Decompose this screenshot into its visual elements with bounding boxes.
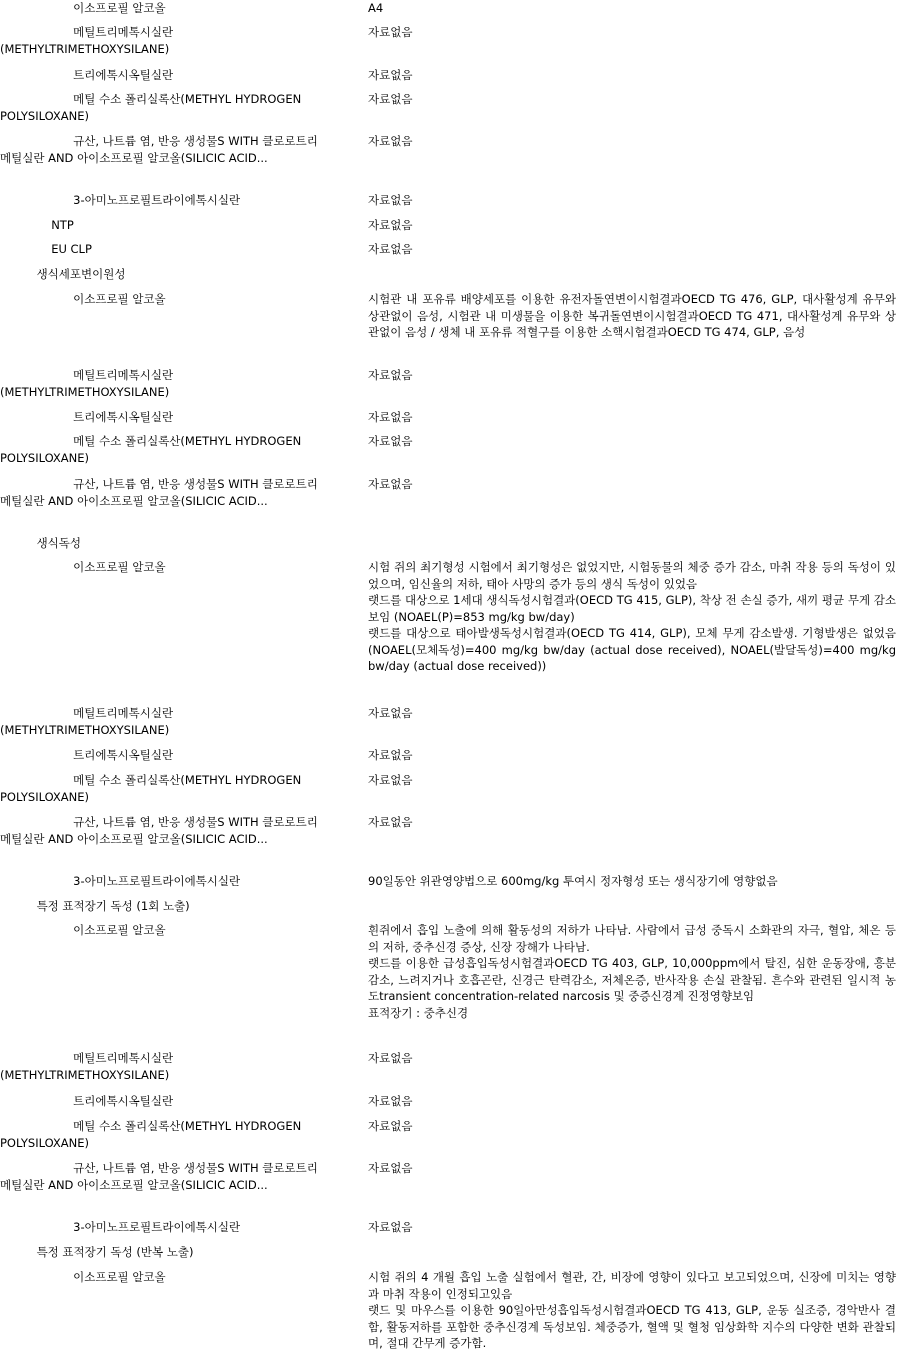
row-label: 이소프로필 알코올 <box>0 1270 166 1284</box>
row-value: 90일동안 위관영양법으로 600mg/kg 투여시 정자형성 또는 생식장기에 영향없음 <box>368 874 778 888</box>
row-label: 생식독성 <box>0 536 81 550</box>
row-value: 시험 쥐의 4 개월 흡입 노출 실험에서 혈관, 간, 비장에 영향이 있다고 보고되었으며, 신장에 미치는 영향과 마취 작용이 인정되고있음 랫드 및 마우스를 이용한 90일아만성흡입독성시험결과OECD TG 413, GLP, 운동 실조증, 경악반사 결함, 활동저하를 포함한 중추신경계 독성보임. 체중증가, 혈액 및 혈청 임상화학 지수의 다양한 변화 관찰되며, 절대 간무게 증가함. <box>368 1270 896 1350</box>
row-value: 시험관 내 포유류 배양세포를 이용한 유전자돌연변이시험결과OECD TG 476, GLP, 대사활성계 유무와 상관없이 음성, 시험관 내 미생물을 이용한 복귀돌연변이시험결과OECD TG 471, 대사활성계 유무와 상관없이 음성 / 생체 내 포유류 적혈구를 이용한 소핵시험결과OECD TG 474, GLP, 음성 <box>368 292 900 339</box>
row-label: 규산, 나트륨 염, 반응 생성물S WITH 클로로트리 메틸실란 AND 아이소프로필 알코올(SILICIC ACID... <box>0 1161 318 1192</box>
row-label: 메틸 수소 폴리실록산(METHYL HYDROGEN POLYSILOXANE) <box>0 773 302 804</box>
row-label: 트리에톡시옥틸실란 <box>0 748 174 762</box>
row-value: 자료없음 <box>368 134 413 148</box>
row-value: 자료없음 <box>368 706 413 720</box>
row-label: 메틸 수소 폴리실록산(METHYL HYDROGEN POLYSILOXANE) <box>0 92 302 123</box>
row-label: 규산, 나트륨 염, 반응 생성물S WITH 클로로트리 메틸실란 AND 아이소프로필 알코올(SILICIC ACID... <box>0 134 318 165</box>
row-label: 규산, 나트륨 염, 반응 생성물S WITH 클로로트리 메틸실란 AND 아이소프로필 알코올(SILICIC ACID... <box>0 815 318 846</box>
row-label: 생식세포변이원성 <box>0 267 126 281</box>
row-label: 특정 표적장기 독성 (반복 노출) <box>0 1245 194 1259</box>
row-label: 3-아미노프로필트라이에톡시실란 <box>0 193 241 207</box>
row-label: 이소프로필 알코올 <box>0 923 166 937</box>
row-value: 흰쥐에서 흡입 노출에 의해 활동성의 저하가 나타남. 사람에서 급성 중독시 소화관의 자극, 혈압, 체온 등의 저하, 중추신경 증상, 신장 장해가 나타남. 랫드를 이용한 급성흡입독성시험결과OECD TG 403, GLP, 10,000ppm에서 탈진, 심한 운동장애, 흥분감소, 느려지거나 호흡곤란, 신경근 탄력감소, 저체온증, 반사작용 손실 관찰됨. 흔수와 관련된 일시적 농도transient concentration-related narcosis 및 중증신경계 진정영향보임 표적장기 : 중추신경 <box>368 923 896 1020</box>
row-value: 자료없음 <box>368 68 413 82</box>
row-label: 3-아미노프로필트라이에톡시실란 <box>0 1220 241 1234</box>
row-value: 자료없음 <box>368 477 413 491</box>
row-value: 자료없음 <box>368 25 413 39</box>
row-value: 자료없음 <box>368 748 413 762</box>
row-label: 메틸 수소 폴리실록산(METHYL HYDROGEN POLYSILOXANE) <box>0 1119 302 1150</box>
row-value: 자료없음 <box>368 410 413 424</box>
row-value: 시험 쥐의 최기형성 시험에서 최기형성은 없었지만, 시험동물의 체중 증가 감소, 마취 작용 등의 독성이 있었으며, 임신율의 저하, 태아 사망의 증가 등의 생식 독성이 있었음 랫드를 대상으로 1세대 생식독성시험결과(OECD TG 415, GLP), 착상 전 손실 증가, 새끼 평균 무게 감소 보임 (NOAEL(P)=853 mg/kg bw/day) 랫드를 대상으로 태아발생독성시험결과(OECD TG 414, GLP), 모체 무게 감소발생. 기형발생은 없었음 (NOAEL(모체독성)=400 mg/kg bw/day (actual dose received), NOAEL(발달독성)=400 mg/kg bw/day (actual dose received)) <box>368 560 896 673</box>
row-label: 트리에톡시옥틸실란 <box>0 68 174 82</box>
row-value: A4 <box>368 1 384 15</box>
row-value: 자료없음 <box>368 242 413 256</box>
row-label: 이소프로필 알코올 <box>0 292 166 306</box>
row-label: 메틸트리메톡시실란 (METHYLTRIMETHOXYSILANE) <box>0 1051 174 1082</box>
row-label: 3-아미노프로필트라이에톡시실란 <box>0 874 241 888</box>
row-value: 자료없음 <box>368 193 413 207</box>
row-label: 규산, 나트륨 염, 반응 생성물S WITH 클로로트리 메틸실란 AND 아이소프로필 알코올(SILICIC ACID... <box>0 477 318 508</box>
row-label: NTP <box>0 218 74 232</box>
row-value: 자료없음 <box>368 1094 413 1108</box>
row-value: 자료없음 <box>368 92 413 106</box>
row-label: 메틸트리메톡시실란 (METHYLTRIMETHOXYSILANE) <box>0 706 174 737</box>
row-value: 자료없음 <box>368 1220 413 1234</box>
row-label: 트리에톡시옥틸실란 <box>0 1094 174 1108</box>
row-value: 자료없음 <box>368 815 413 829</box>
row-label: 트리에톡시옥틸실란 <box>0 410 174 424</box>
row-value: 자료없음 <box>368 368 413 382</box>
row-label: 이소프로필 알코올 <box>0 1 166 15</box>
row-value: 자료없음 <box>368 1161 413 1175</box>
row-value: 자료없음 <box>368 1119 413 1133</box>
row-label: 이소프로필 알코올 <box>0 560 166 574</box>
row-value: 자료없음 <box>368 434 413 448</box>
row-value: 자료없음 <box>368 1051 413 1065</box>
row-label: 메틸 수소 폴리실록산(METHYL HYDROGEN POLYSILOXANE) <box>0 434 302 465</box>
row-label: 메틸트리메톡시실란 (METHYLTRIMETHOXYSILANE) <box>0 368 174 399</box>
row-label: EU CLP <box>0 242 92 256</box>
row-label: 메틸트리메톡시실란 (METHYLTRIMETHOXYSILANE) <box>0 25 174 56</box>
row-value: 자료없음 <box>368 218 413 232</box>
row-label: 특정 표적장기 독성 (1회 노출) <box>0 899 190 913</box>
row-value: 자료없음 <box>368 773 413 787</box>
